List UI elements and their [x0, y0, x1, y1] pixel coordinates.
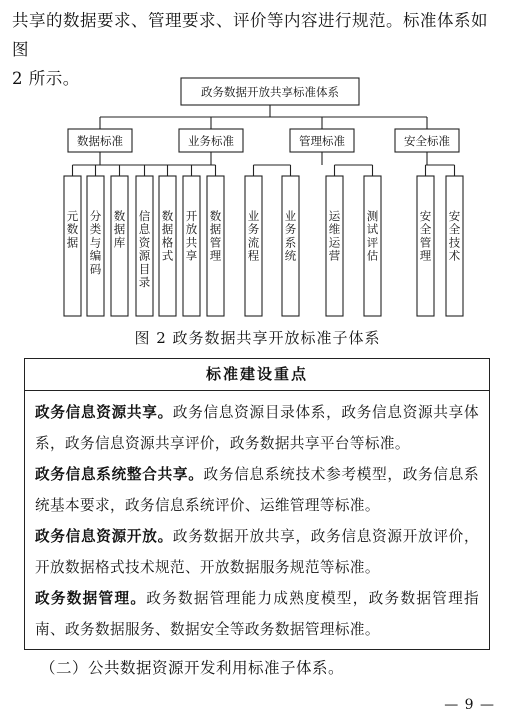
standards-hierarchy-diagram — [0, 0, 515, 320]
key-point-item — [35, 583, 479, 645]
key-point-text: 政务数据管理能力成熟度模型，政务数据管理指南、政务数据服务、数据安全等政务数据管理标准。 — [35, 590, 479, 638]
key-points-body — [25, 391, 489, 645]
key-point-item — [35, 459, 479, 521]
key-point-heading: 政务信息资源共享。 — [35, 404, 173, 421]
key-points-title: 标准建设重点 — [25, 359, 489, 391]
leaf-label: 测试评估 — [366, 209, 379, 263]
leaf-label: 开放共享 — [185, 209, 198, 263]
page-number: — 9 — — [444, 697, 495, 713]
key-point-item — [35, 521, 479, 583]
key-point-heading: 政务信息资源开放。 — [35, 528, 173, 545]
intro-line-2: 2 所示。 — [12, 69, 80, 88]
leaf-label: 数据库 — [113, 209, 126, 250]
key-point-heading: 政务数据管理。 — [35, 590, 147, 607]
key-point-heading: 政务信息系统整合共享。 — [35, 466, 204, 483]
leaf-label: 安全管理 — [419, 209, 432, 263]
leaf-label: 数据格式 — [161, 209, 174, 263]
leaf-label: 元数据 — [66, 209, 79, 250]
key-point-text: 政务信息资源目录体系，政务信息资源共享体系，政务信息资源共享评价，政务数据共享平台等标准。 — [35, 404, 479, 452]
category-label: 安全标准 — [404, 134, 450, 148]
section-subheading: （二）公共数据资源开发利用标准子体系。 — [40, 659, 345, 677]
category-label: 管理标准 — [299, 134, 345, 148]
figure-caption: 图 2 政务数据共享开放标准子体系 — [134, 329, 381, 347]
leaf-label: 业务流程 — [247, 209, 260, 263]
leaf-label: 分类与编码 — [89, 209, 102, 276]
key-point-text: 政务数据开放共享，政务信息资源开放评价，开放数据格式技术规范、开放数据服务规范等标准。 — [35, 528, 479, 576]
category-label: 数据标准 — [77, 134, 123, 148]
key-point-text: 政务信息系统技术参考模型，政务信息系统基本要求，政务信息系统评价、运维管理等标准。 — [35, 466, 480, 514]
intro-line-1: 共享的数据要求、管理要求、评价等内容进行规范。标准体系如图 — [12, 11, 488, 59]
leaf-label: 安全技术 — [448, 209, 461, 263]
category-label: 业务标准 — [188, 134, 234, 148]
leaf-label: 信息资源目录 — [138, 209, 151, 289]
key-points-box — [24, 358, 490, 650]
key-point-item — [35, 397, 479, 459]
leaf-label: 运维运营 — [328, 209, 341, 263]
leaf-label: 数据管理 — [209, 209, 222, 263]
leaf-label: 业务系统 — [284, 209, 297, 263]
root-label: 政务数据开放共享标准体系 — [201, 85, 339, 99]
